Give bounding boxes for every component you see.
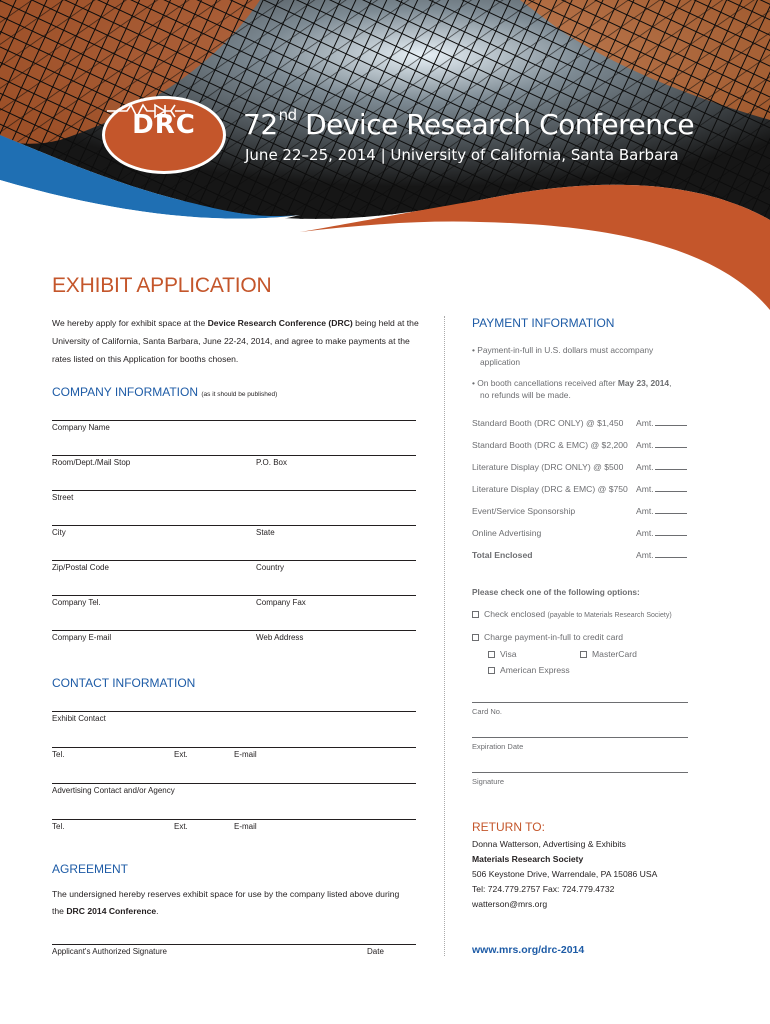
visa-option[interactable] xyxy=(488,649,517,659)
advertising-contact-field[interactable] xyxy=(52,783,416,784)
amt-label: Amt. xyxy=(636,550,654,560)
tel-fax-field[interactable] xyxy=(52,595,416,596)
amt-label: Amt. xyxy=(636,418,654,428)
exhibit-contact-label: Exhibit Contact xyxy=(52,714,106,723)
total-enclosed-label: Total Enclosed xyxy=(472,550,533,560)
intro-text: We hereby apply for exhibit space at the xyxy=(52,318,208,328)
company-heading xyxy=(52,385,277,399)
logo-text: DRC xyxy=(132,110,196,140)
header-banner xyxy=(0,0,770,310)
agreement-text: . xyxy=(156,906,159,916)
column-divider xyxy=(444,316,445,956)
web-address-label: Web Address xyxy=(256,633,304,642)
check-enclosed-note: (payable to Materials Research Society) xyxy=(547,612,672,619)
contact-email-label: E-mail xyxy=(234,750,257,759)
amt-online-advertising[interactable] xyxy=(636,528,687,538)
title-number: 72 xyxy=(243,108,278,141)
payment-heading: PAYMENT INFORMATION xyxy=(472,316,615,330)
bullet-1-line-a: • Payment-in-full in U.S. dollars must accompany xyxy=(472,345,654,355)
options-heading: Please check one of the following options: xyxy=(472,587,640,597)
zip-country-field[interactable] xyxy=(52,560,416,561)
applicant-signature-field[interactable] xyxy=(52,944,416,945)
amt-label: Amt. xyxy=(636,440,654,450)
company-email-label: Company E-mail xyxy=(52,633,112,642)
advertising-tel-label: Tel. xyxy=(52,822,65,831)
credit-card-option[interactable] xyxy=(472,632,623,642)
page-title: EXHIBIT APPLICATION xyxy=(52,274,272,297)
check-enclosed-checkbox[interactable] xyxy=(472,611,479,618)
contact-tel-field[interactable] xyxy=(52,747,416,748)
credit-card-label: Charge payment-in-full to credit card xyxy=(484,632,623,642)
payment-signature-label: Signature xyxy=(472,777,505,786)
bullet-1-line-b: application xyxy=(480,357,521,367)
amt-literature-drc-emc[interactable] xyxy=(636,484,687,494)
amt-standard-drc[interactable] xyxy=(636,418,687,428)
return-name: Donna Watterson, Advertising & Exhibits xyxy=(472,839,626,849)
contact-tel-label: Tel. xyxy=(52,750,65,759)
advertising-ext-label: Ext. xyxy=(174,822,188,831)
amt-total[interactable] xyxy=(636,550,687,560)
title-suffix: nd xyxy=(278,106,297,124)
website-link[interactable]: www.mrs.org/drc-2014 xyxy=(472,944,585,956)
fee-literature-drc-emc: Literature Display (DRC & EMC) @ $750 xyxy=(472,484,628,494)
amt-label: Amt. xyxy=(636,528,654,538)
fee-standard-drc-emc: Standard Booth (DRC & EMC) @ $2,200 xyxy=(472,440,628,450)
company-name-label: Company Name xyxy=(52,423,110,432)
amex-label: American Express xyxy=(500,665,570,675)
pobox-label: P.O. Box xyxy=(256,458,287,467)
payment-bullet-1 xyxy=(472,344,653,368)
amt-standard-drc-emc[interactable] xyxy=(636,440,687,450)
check-enclosed-option[interactable] xyxy=(472,609,672,619)
diode-symbol-icon xyxy=(105,103,187,119)
date-label: Date xyxy=(367,947,384,956)
company-name-field[interactable] xyxy=(52,420,416,421)
fee-literature-drc: Literature Display (DRC ONLY) @ $500 xyxy=(472,462,624,472)
return-email[interactable]: watterson@mrs.org xyxy=(472,899,548,909)
street-field[interactable] xyxy=(52,490,416,491)
company-fax-label: Company Fax xyxy=(256,598,306,607)
fee-standard-drc: Standard Booth (DRC ONLY) @ $1,450 xyxy=(472,418,624,428)
bullet-2-line-b: no refunds will be made. xyxy=(480,390,571,400)
return-org: Materials Research Society xyxy=(472,854,584,864)
credit-card-checkbox[interactable] xyxy=(472,634,479,641)
amt-sponsorship[interactable] xyxy=(636,506,687,516)
return-address: 506 Keystone Drive, Warrendale, PA 15086 USA xyxy=(472,869,658,879)
expiration-date-label: Expiration Date xyxy=(472,742,524,751)
room-label: Room/Dept./Mail Stop xyxy=(52,458,131,467)
company-heading-text: COMPANY INFORMATION xyxy=(52,385,199,399)
state-label: State xyxy=(256,528,275,537)
visa-checkbox[interactable] xyxy=(488,651,495,658)
city-label: City xyxy=(52,528,66,537)
conference-subtitle: June 22–25, 2014 | University of California, Santa Barbara xyxy=(245,146,679,164)
fee-sponsorship: Event/Service Sponsorship xyxy=(472,506,576,516)
card-number-label: Card No. xyxy=(472,707,503,716)
amt-literature-drc[interactable] xyxy=(636,462,687,472)
country-label: Country xyxy=(256,563,285,572)
amt-label: Amt. xyxy=(636,462,654,472)
mastercard-checkbox[interactable] xyxy=(580,651,587,658)
intro-line-3: rates listed on this Application for booths chosen. xyxy=(52,354,239,364)
email-web-field[interactable] xyxy=(52,630,416,631)
card-number-field[interactable] xyxy=(472,702,688,703)
advertising-contact-label: Advertising Contact and/or Agency xyxy=(52,786,175,795)
agreement-heading: AGREEMENT xyxy=(52,862,129,876)
fee-online-advertising: Online Advertising xyxy=(472,528,542,538)
return-to-heading: RETURN TO: xyxy=(472,820,545,834)
contact-ext-label: Ext. xyxy=(174,750,188,759)
agreement-line-1: The undersigned hereby reserves exhibit space for use by the company listed above during xyxy=(52,889,400,899)
amt-label: Amt. xyxy=(636,506,654,516)
visa-label: Visa xyxy=(500,649,517,659)
amt-label: Amt. xyxy=(636,484,654,494)
company-heading-note: (as it should be published) xyxy=(201,391,278,398)
room-pobox-field[interactable] xyxy=(52,455,416,456)
agreement-text: the xyxy=(52,906,67,916)
contact-heading: CONTACT INFORMATION xyxy=(52,676,196,690)
return-phone: Tel: 724.779.2757 Fax: 724.779.4732 xyxy=(472,884,615,894)
agreement-line-2 xyxy=(52,906,159,916)
expiration-date-field[interactable] xyxy=(472,737,688,738)
advertising-email-label: E-mail xyxy=(234,822,257,831)
company-tel-label: Company Tel. xyxy=(52,598,101,607)
amex-option[interactable] xyxy=(488,665,570,675)
agreement-bold: DRC 2014 Conference xyxy=(66,906,157,916)
intro-line-2: University of California, Santa Barbara, June 22-24, 2014, and agree to make payments at the xyxy=(52,336,410,346)
payment-bullet-2 xyxy=(472,377,671,401)
street-label: Street xyxy=(52,493,74,502)
bullet-2-line-a xyxy=(472,377,671,389)
zip-label: Zip/Postal Code xyxy=(52,563,109,572)
mastercard-label: MasterCard xyxy=(592,649,637,659)
advertising-tel-field[interactable] xyxy=(52,819,416,820)
exhibit-contact-field[interactable] xyxy=(52,711,416,712)
amex-checkbox[interactable] xyxy=(488,667,495,674)
city-state-field[interactable] xyxy=(52,525,416,526)
check-enclosed-label: Check enclosed xyxy=(484,609,546,619)
payment-signature-field[interactable] xyxy=(472,772,688,773)
bullet-2-text: , xyxy=(669,378,672,388)
conference-title xyxy=(243,106,694,141)
applicant-signature-label: Applicant's Authorized Signature xyxy=(52,947,167,956)
mastercard-option[interactable] xyxy=(580,649,637,659)
intro-bold: Device Research Conference (DRC) xyxy=(207,318,353,328)
bullet-2-text: • On booth cancellations received after xyxy=(472,378,618,388)
bullet-2-bold: May 23, 2014 xyxy=(617,378,670,388)
drc-logo xyxy=(102,96,226,174)
title-rest: Device Research Conference xyxy=(296,108,695,141)
intro-line-1 xyxy=(52,318,419,328)
intro-text: being held at the xyxy=(352,318,419,328)
